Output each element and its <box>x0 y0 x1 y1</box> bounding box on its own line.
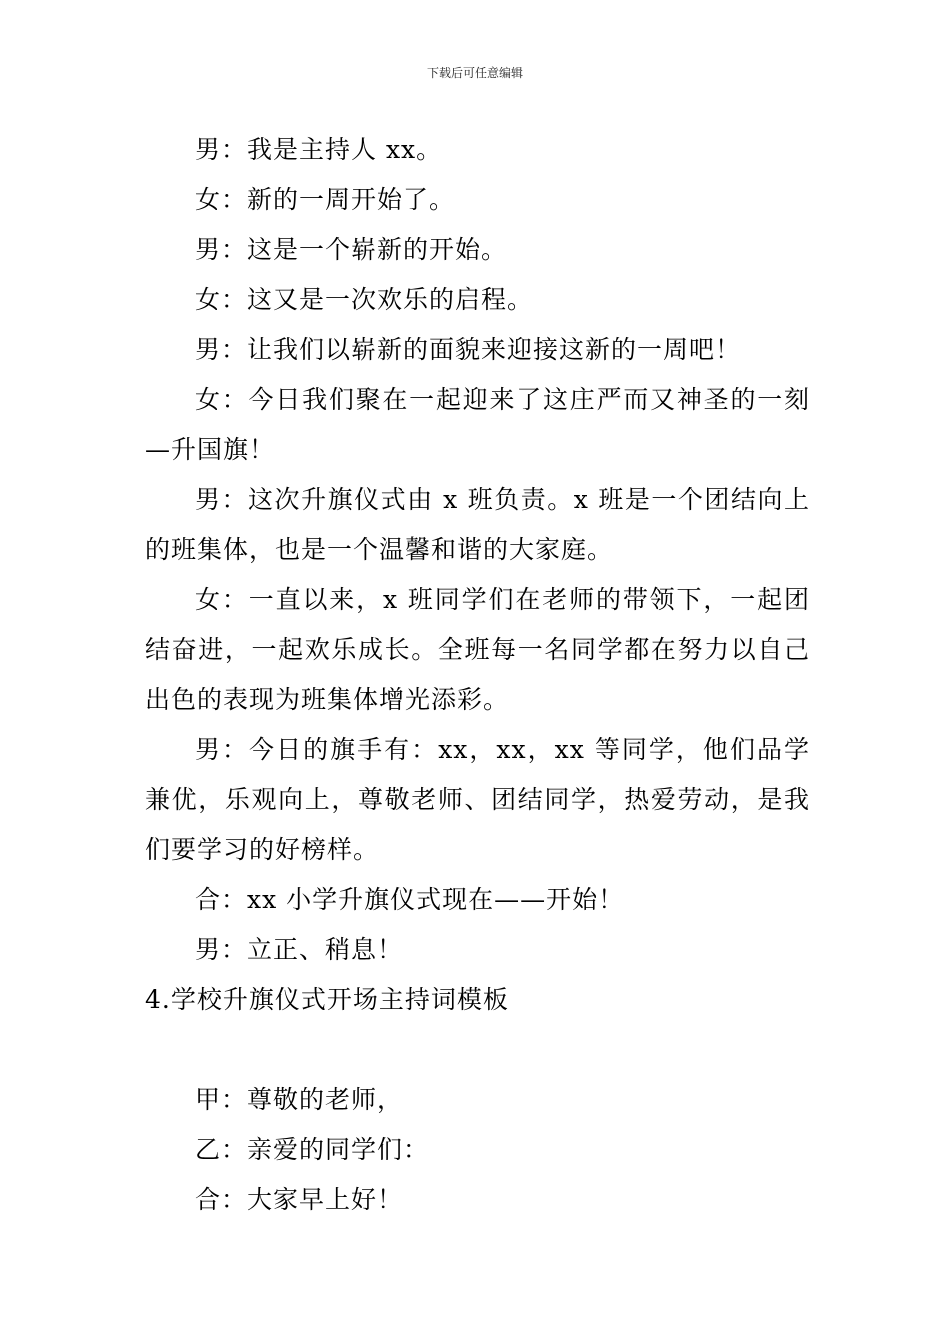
dialogue-line: 男：这是一个崭新的开始。 <box>195 235 508 264</box>
dialogue-line: 男：今日的旗手有：xx，xx，xx 等同学，他们品学兼优，乐观向上，尊敬老师、团结同学，热爱劳动，是我们要学习的好榜样。 <box>145 735 810 864</box>
blank-line <box>145 1025 810 1075</box>
dialogue-line: 乙：亲爱的同学们： <box>195 1135 430 1164</box>
dialogue-line: 女：新的一周开始了。 <box>195 185 456 214</box>
dialogue-line: 女：今日我们聚在一起迎来了这庄严而又神圣的一刻—升国旗！ <box>145 385 810 464</box>
dialogue-line: 男：让我们以崭新的面貌来迎接这新的一周吧！ <box>195 335 742 364</box>
dialogue-line: 合：大家早上好！ <box>195 1185 404 1214</box>
dialogue-line: 女：这又是一次欢乐的启程。 <box>195 285 534 314</box>
dialogue-line: 女：一直以来，x 班同学们在老师的带领下，一起团结奋进，一起欢乐成长。全班每一名同学都在努力以自己出色的表现为班集体增光添彩。 <box>145 585 810 714</box>
page-header: 下载后可任意编辑 <box>426 66 523 80</box>
dialogue-line: 男：我是主持人 xx。 <box>195 135 443 164</box>
document-body <box>145 125 810 1225</box>
dialogue-line: 甲：尊敬的老师， <box>195 1085 404 1114</box>
dialogue-line: 男：立正、稍息！ <box>195 935 404 964</box>
section-heading: 4.学校升旗仪式开场主持词模板 <box>145 985 509 1014</box>
dialogue-line: 男：这次升旗仪式由 x 班负责。x 班是一个团结向上的班集体，也是一个温馨和谐的大家庭。 <box>145 485 810 564</box>
dialogue-line: 合：xx 小学升旗仪式现在——开始！ <box>195 885 625 914</box>
